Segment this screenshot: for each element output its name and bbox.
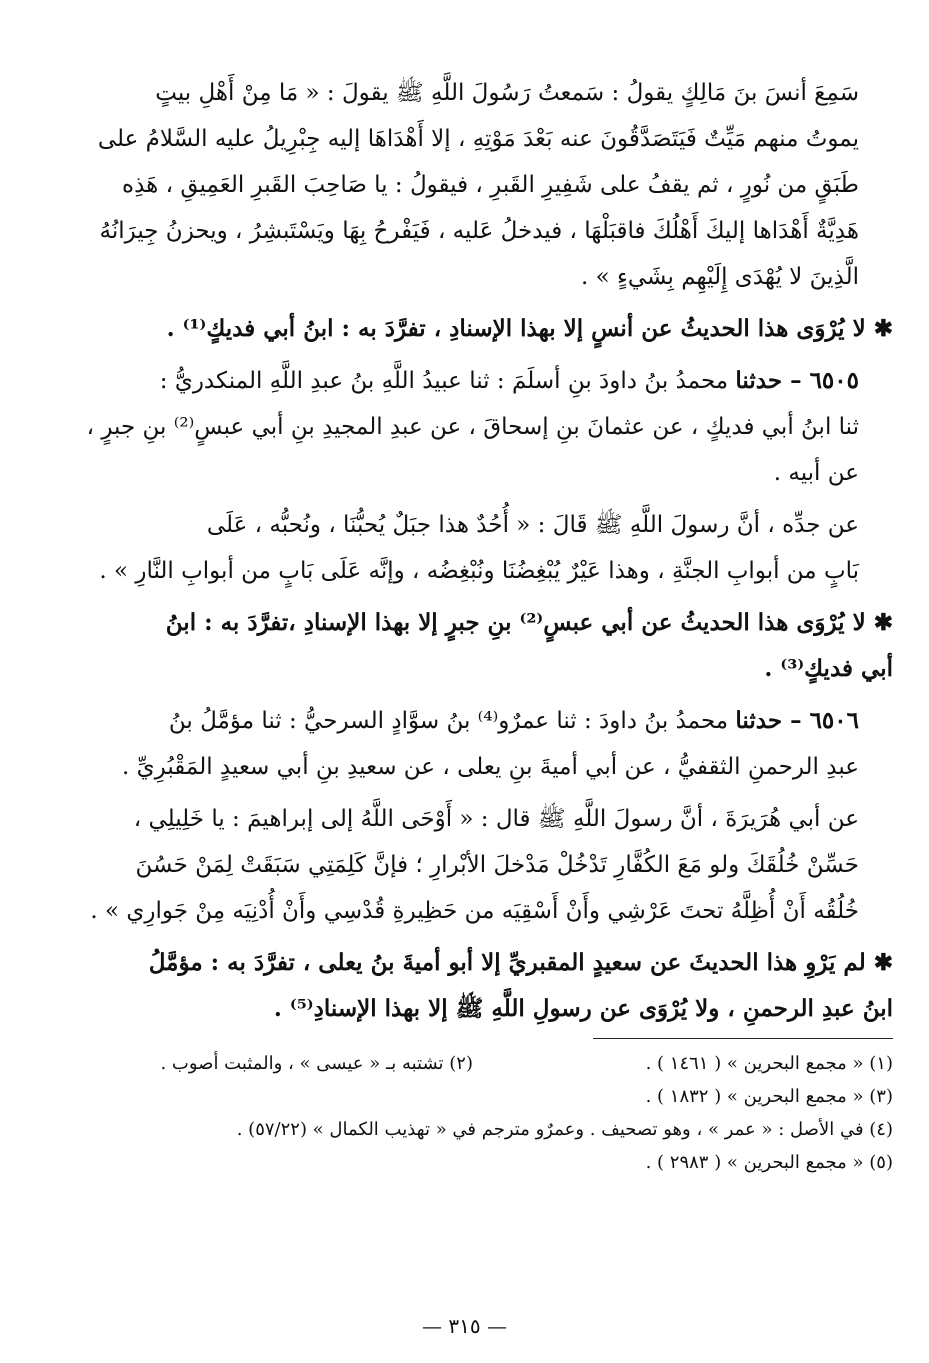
footnote-1: (١) « مجمع البحرين » ( ١٤٦١ ) . [645, 1053, 893, 1074]
text-line: طَبَقٍ من نُورٍ ، ثم يقفُ على شَفِيرِ القَبرِ ، فيقولُ : يا صَاحِبَ القَبرِ العَمِيقِ ، هَذِه [122, 172, 859, 198]
hadith-text-paragraph [58, 796, 893, 934]
isnad-paragraph-6505 [58, 358, 893, 496]
commentary-paragraph [58, 600, 893, 692]
commentary-paragraph [58, 306, 893, 352]
footnote-4: (٤) في الأصل : « عمر » ، وهو تصحيف . وعمرٌو مترجم في « تهذيب الكمال » (٥٧/٢٢) . [236, 1119, 893, 1140]
text-line: الَّذِينَ لا يُهْدَى إِلَيْهِم بِشَيءٍ » . [581, 264, 859, 290]
text-line: هَدِيَّةٌ أَهْدَاها إليكَ أَهْلُكَ فاقبَلْهَا ، فيدخلُ عَليه ، فَيَفْرحُ بِهَا ويَسْتَبشِرُ ، ويحزنُ جِيرَانُهُ [99, 218, 859, 244]
footnote-row [58, 1080, 893, 1113]
text-line [58, 698, 893, 744]
text-line-rest: محمدُ بنُ داودَ بنِ أسلَمَ : ثنا عبيدُ اللَّهِ بنُ عبدِ اللَّهِ المنكدريُّ : [159, 368, 736, 394]
footnote-3: (٣) « مجمع البحرين » ( ١٨٣٢ ) . [645, 1086, 893, 1107]
footnote-row [58, 1146, 893, 1179]
hadith-number: ٦٥٠٥ – حدثنا [735, 367, 859, 394]
footnote-separator [593, 1038, 893, 1039]
text-line: عن أبي هُرَيرَةَ ، أنَّ رسولَ اللَّهِ ﷺ قال : « أَوْحَى اللَّهُ إلى إبراهيمَ : يا خَلِيلِي ، [133, 806, 859, 832]
page-number: — ٣١٥ — [422, 1314, 507, 1338]
text-line-rest: محمدُ بنُ داودَ : ثنا عمرٌو⁽⁴⁾ بنُ سوَّادٍ السرحيُّ : ثنا مؤمَّلُ بنُ [168, 708, 736, 734]
hadith-text-paragraph [58, 70, 893, 300]
text-line: حَسِّنْ خُلُقَكَ ولو مَعَ الكُفَّارِ تَدْخُلْ مَدْخلَ الأبْرارِ ؛ فإنَّ كَلِمَتِي سَبَقَتْ لِمَنْ حَسُنَ [135, 852, 859, 878]
footnote-row [58, 1047, 893, 1080]
text-line: ثنا ابنُ أبي فديكٍ ، عن عثمانَ بنِ إسحاقَ ، عن عبدِ المجيدِ بنِ أبي عبسٍ⁽²⁾ بنِ جبرٍ ، [86, 414, 859, 440]
text-line: خُلُقُه أَنْ أُظِلَّهُ تحتَ عَرْشِي وأَنْ أَسْقِيَه من حَظِيرةِ قُدْسِي وأَنْ أُدْنِيَه مِنْ جَوارِي » . [90, 898, 859, 924]
text-line: عبدِ الرحمنِ الثقفيُّ ، عن أبي أميةَ بنِ يعلى ، عن سعيدِ بنِ أبي سعيدٍ المَقْبُرِيِّ . [122, 754, 859, 780]
text-line: أبي فديكٍ⁽³⁾ . [764, 655, 893, 682]
text-line: بَابٍ من أبوابِ الجنَّةِ ، وهذا عَيْرٌ يُبْغِضُنَا ونُبْغِضُه ، وإنَّه عَلَى بَابٍ من أبوابِ النَّارِ » . [99, 558, 859, 584]
footnote-2: (٢) تشتبه بـ « عيسى » ، والمثبت أصوب . [160, 1053, 473, 1074]
text-line: يموتُ منهم مَيِّتٌ فَيَتَصَدَّقُونَ عنه بَعْدَ مَوْتِهِ ، إلا أَهْدَاهَا إليه جِبْرِيلُ عليه السَّلامُ على [97, 126, 859, 152]
text-line: سَمِعَ أنسَ بنَ مَالِكٍ يقولُ : سَمعتُ رَسُولَ اللَّهِ ﷺ يقولَ : « مَا مِنْ أَهْلِ بيتٍ [155, 80, 859, 106]
text-line [58, 358, 893, 404]
isnad-paragraph-6506 [58, 698, 893, 790]
text-line: عن أبيه . [773, 460, 859, 486]
footnotes [58, 1047, 893, 1179]
footnote-5: (٥) « مجمع البحرين » ( ٢٩٨٣ ) . [645, 1152, 893, 1173]
hadith-number: ٦٥٠٦ – حدثنا [735, 707, 859, 734]
text-line: ✱ لا يُرْوَى هذا الحديثُ عن أنسٍ إلا بهذا الإسنادِ ، تفرَّدَ به : ابنُ أبي فديكٍ⁽¹⁾ . [166, 315, 893, 342]
text-line: ✱ لا يُرْوَى هذا الحديثُ عن أبي عبسٍ⁽²⁾ بنِ جبرٍ إلا بهذا الإسنادِ ،تفرَّدَ به : ابنُ [165, 609, 893, 636]
footnote-row [58, 1113, 893, 1146]
commentary-paragraph [58, 940, 893, 1032]
text-line: ✱ لم يَرْوِ هذا الحديثَ عن سعيدٍ المقبريِّ إلا أبو أميةَ بنُ يعلى ، تفرَّدَ به : مؤمَّلُ [148, 949, 893, 976]
text-line: عن جدِّه ، أنَّ رسولَ اللَّهِ ﷺ قَالَ : « أُحُدٌ هذا جبَلٌ يُحبُّنَا ، ونُحبُّه ، عَلَى [206, 512, 859, 538]
text-line: ابنُ عبدِ الرحمنِ ، ولا يُرْوَى عن رسولِ اللَّهِ ﷺ إلا بهذا الإسنادِ⁽⁵⁾ . [273, 995, 893, 1022]
hadith-text-paragraph [58, 502, 893, 594]
